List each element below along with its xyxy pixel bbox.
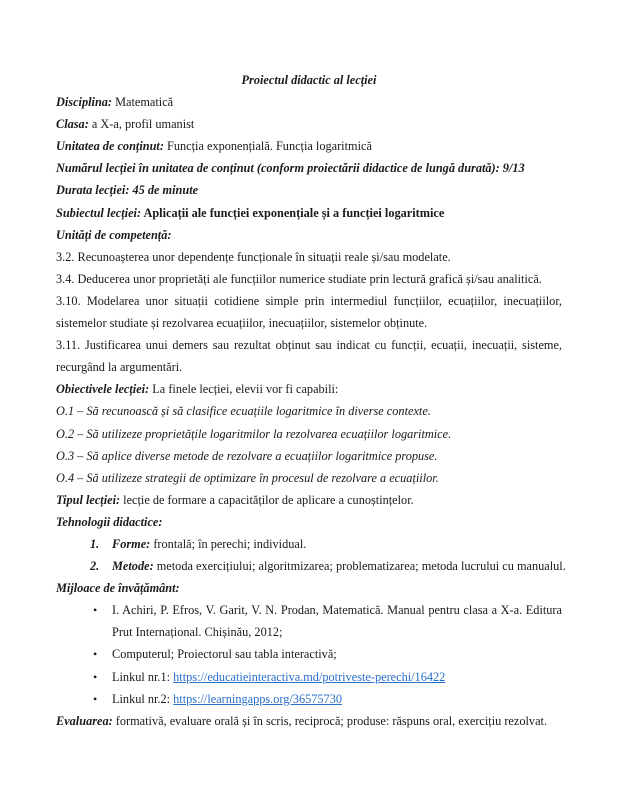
tehnologie-label: Forme:	[112, 536, 151, 551]
subiectul-value: Aplicații ale funcției exponențiale și a funcției logaritmice	[141, 205, 445, 220]
bullet-icon: •	[93, 647, 98, 662]
competenta-item: 3.4. Deducerea unor proprietăți ale funcțiilor numerice studiate prin lectură grafică și/sau analitică.	[56, 271, 542, 286]
tehnologie-item	[56, 555, 566, 577]
disciplina-row	[56, 91, 562, 113]
durata-label: Durata lecției: 45 de minute	[56, 183, 199, 198]
obiectiv-item: O.3 – Să aplice diverse metode de rezolvare a ecuațiilor logaritmice propuse.	[56, 448, 438, 463]
obiective-intro: La finele lecției, elevii vor fi capabili:	[149, 382, 339, 397]
mijloc-item	[56, 599, 562, 643]
tehnologie-value: metoda exercițiului; algoritmizarea; problematizarea; metoda lucrului cu manualul.	[153, 559, 566, 574]
competenta-item: 3.11. Justificarea unui demers sau rezultat obținut sau indicat cu funcții, ecuații, inecuații, sisteme, recurgând la argumentări.	[56, 338, 562, 375]
competenta-item: 3.10. Modelarea unor situații cotidiene simple prin intermediul funcțiilor, ecuațiilor, inecuațiilor, sistemelor studiate și rezolvarea ecuațiilor, inecuațiilor, sistemelor obținute.	[56, 293, 562, 331]
obiectiv-item: O.4 – Să utilizeze strategii de optimizare în procesul de rezolvare a ecuațiilor.	[56, 470, 439, 485]
document-page	[56, 69, 566, 732]
mijloc-item	[56, 643, 562, 665]
unitatea-value: Funcția exponențială. Funcția logaritmică	[163, 139, 372, 154]
obiective-label: Obiectivele lecției:	[56, 382, 150, 397]
disciplina-value: Matematică	[112, 95, 174, 110]
link-educatieinteractiva[interactable]: https://educatieinteractiva.md/potriveste-perechi/16422	[173, 669, 446, 684]
tehnologie-label: Metode:	[112, 559, 154, 574]
unitatea-label: Unitatea de conținut:	[56, 139, 164, 154]
tehnologie-value: frontală; în perechi; individual.	[150, 536, 307, 551]
mijloc-text: I. Achiri, P. Efros, V. Garit, V. N. Prodan, Matematică. Manual pentru clasa a X-a. Editura Prut Internațional. Chișinău, 2012;	[112, 603, 562, 640]
competente-label: Unități de competență:	[56, 227, 172, 242]
clasa-row	[56, 113, 562, 135]
unitatea-row	[56, 135, 562, 157]
list-number: 1.	[90, 536, 100, 551]
tipul-value: lecție de formare a capacităților de aplicare a cunoștințelor.	[120, 492, 414, 507]
mijloc-text: Linkul nr.1:	[112, 669, 174, 684]
list-number: 2.	[90, 559, 100, 574]
evaluarea-label: Evaluarea:	[56, 713, 113, 728]
document-title: Proiectul didactic al lecției	[241, 73, 377, 87]
obiectiv-item: O.2 – Să utilizeze proprietățile logaritmilor la rezolvarea ecuațiilor logaritmice.	[56, 426, 452, 441]
mijloc-text: Linkul nr.2:	[112, 691, 174, 706]
clasa-label: Clasa:	[56, 117, 89, 132]
tipul-row	[56, 489, 562, 511]
mijloace-list	[56, 599, 562, 709]
subiectul-label: Subiectul lecției:	[56, 205, 142, 220]
numarul-label: Numărul lecției în unitatea de conținut (conform proiectării didactice de lungă durată): 9/13	[56, 161, 525, 176]
durata-row	[56, 179, 562, 201]
evaluarea-value: formativă, evaluare orală și în scris, reciprocă; produse: răspuns oral, exercițiu rezolvat.	[112, 713, 548, 728]
clasa-value: a X-a, profil umanist	[88, 117, 195, 132]
tehnologii-label: Tehnologii didactice:	[56, 514, 163, 529]
bullet-icon: •	[93, 691, 98, 706]
link-learningapps[interactable]: https://learningapps.org/36575730	[173, 691, 342, 706]
tehnologie-item	[56, 533, 562, 555]
bullet-icon: •	[93, 603, 98, 618]
mijloc-item	[56, 666, 562, 688]
disciplina-label: Disciplina:	[56, 95, 113, 110]
mijloace-label: Mijloace de învățământ:	[56, 581, 180, 596]
mijloc-item	[56, 688, 562, 710]
competente-heading	[56, 224, 562, 246]
tehnologii-list	[56, 533, 566, 577]
subiectul-row	[56, 202, 562, 224]
tipul-label: Tipul lecției:	[56, 492, 121, 507]
obiective-row	[56, 378, 562, 400]
competenta-item: 3.2. Recunoașterea unor dependențe funcționale în situații reale și/sau modelate.	[56, 249, 451, 264]
evaluarea-row	[56, 710, 562, 732]
numarul-row	[56, 157, 562, 179]
tehnologii-heading	[56, 511, 562, 533]
mijloc-text: Computerul; Proiectorul sau tabla interactivă;	[112, 647, 337, 662]
mijloace-heading	[56, 577, 562, 599]
bullet-icon: •	[93, 669, 98, 684]
obiectiv-item: O.1 – Să recunoască și să clasifice ecuațiile logaritmice în diverse contexte.	[56, 404, 431, 419]
